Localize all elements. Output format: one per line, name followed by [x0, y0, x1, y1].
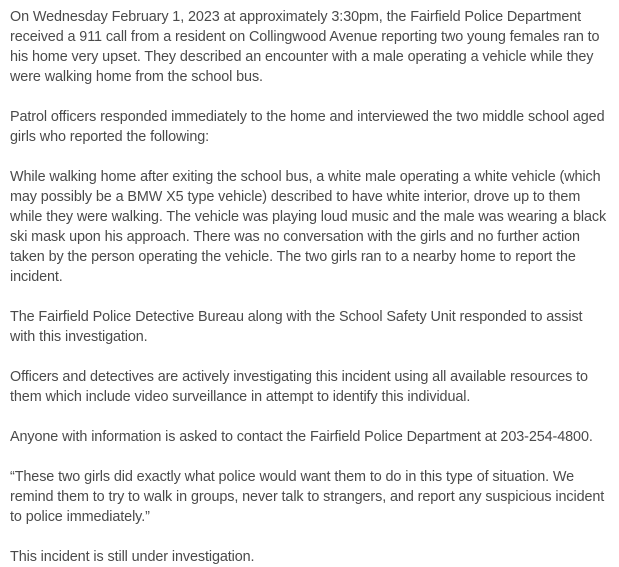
paragraph-detective-bureau: The Fairfield Police Detective Bureau along with the School Safety Unit responded to assist with this investigation. [10, 309, 583, 345]
paragraph-girls-account: While walking home after exiting the school bus, a white male operating a white vehicle (which may possibly be a BMW X5 type vehicle) described to have white interior, drove up to them while they were walking. The vehicle was playing loud music and the male was wearing a black ski mask upon his approach. There was no conversation with the girls and no further action taken by the person operating the vehicle. The two girls ran to a nearby home to report the incident. [10, 169, 607, 285]
paragraph-quote: “These two girls did exactly what police would want them to do in this type of situation. We remind them to try to walk in groups, never talk to strangers, and report any suspicious incident to police immediately.” [10, 469, 605, 525]
paragraph-investigation: Officers and detectives are actively investigating this incident using all available resources to them which include video surveillance in attempt to identify this individual. [10, 369, 588, 405]
paragraph-status: This incident is still under investigation. [10, 549, 255, 565]
paragraph-contact-info: Anyone with information is asked to contact the Fairfield Police Department at 203-254-4800. [10, 429, 593, 445]
paragraph-patrol-response: Patrol officers responded immediately to the home and interviewed the two middle school aged girls who reported the following: [10, 109, 605, 145]
paragraph-incident-report: On Wednesday February 1, 2023 at approximately 3:30pm, the Fairfield Police Department received a 911 call from a resident on Collingwood Avenue reporting two young females ran to his home very upset. They described an encounter with a male operating a vehicle while they were walking home from the school bus. [10, 9, 600, 85]
